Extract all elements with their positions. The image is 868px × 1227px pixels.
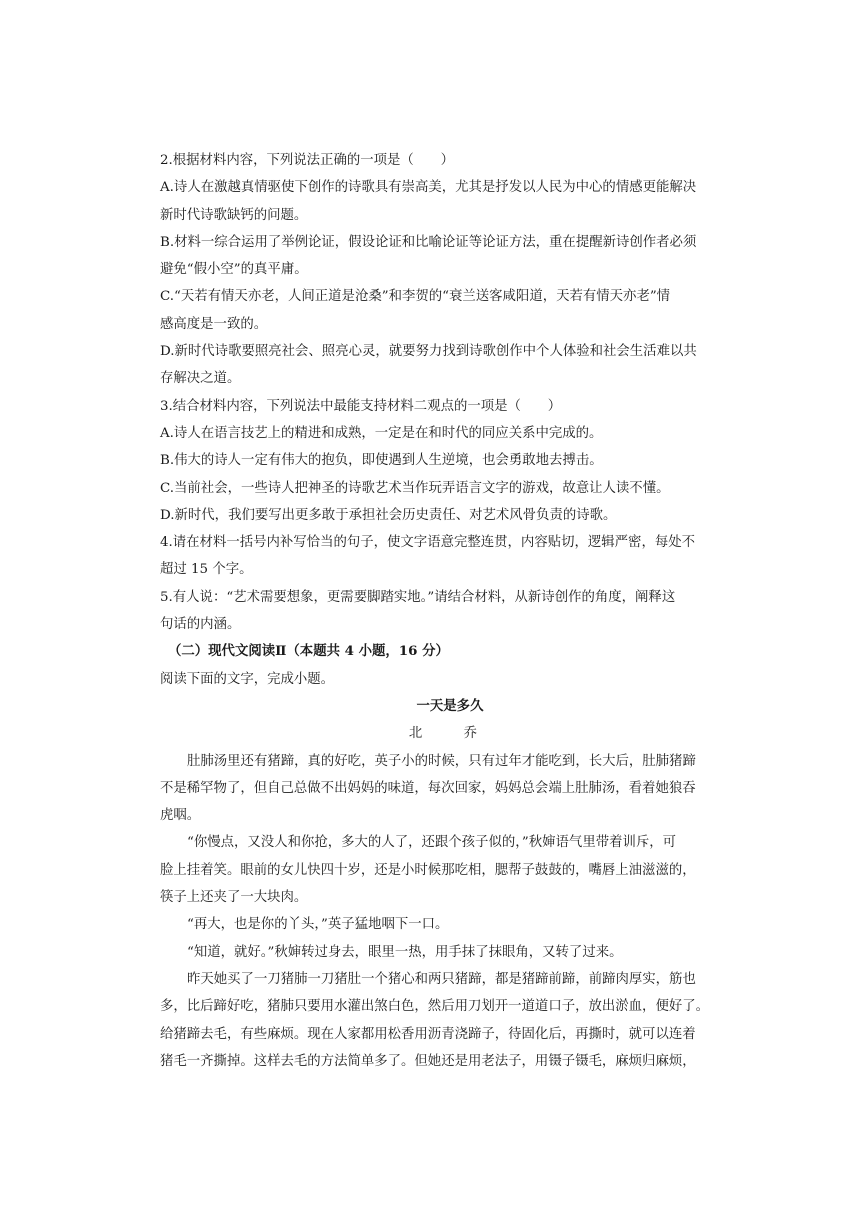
story-paragraph-1-line-1: 肚肺汤里还有猪蹄，真的好吃，英子小的时候，只有过年才能吃到，长大后，肚肺猪蹄 bbox=[187, 753, 696, 769]
story-paragraph-5-line-3: 给猪蹄去毛，有些麻烦。现在人家都用松香用沥青浇蹄子，待固化后，再撕时，就可以连着 bbox=[160, 1026, 696, 1042]
story-paragraph-1-line-3: 虎咽。 bbox=[160, 808, 201, 824]
section-heading: （二）现代文阅读Ⅱ（本题共 4 小题，16 分） bbox=[168, 643, 449, 660]
question-2-option-a: A.诗人在激越真情驱使下创作的诗歌具有崇高美，尤其是抒发以人民为中心的情感更能解决 bbox=[160, 180, 697, 196]
question-2-option-b: B.材料一综合运用了举例论证，假设论证和比喻论证等论证方法，重在提醒新诗创作者必须 bbox=[160, 234, 697, 250]
story-paragraph-2-line-3: 筷子上还夹了一大块肉。 bbox=[160, 890, 308, 906]
question-3-option-a: A.诗人在语言技艺上的精进和成熟，一定是在和时代的同应关系中完成的。 bbox=[160, 425, 603, 441]
question-2-option-c: C.“天若有情天亦老，人间正道是沧桑”和李贺的“衰兰送客咸阳道，天若有情天亦老”情 bbox=[160, 289, 671, 305]
question-2-option-d: D.新时代诗歌要照亮社会、照亮心灵，就要努力找到诗歌创作中个人体验和社会生活难以共 bbox=[160, 344, 697, 360]
question-4-stem-cont: 超过 15 个字。 bbox=[160, 562, 253, 578]
question-2-option-a-cont: 新时代诗歌缺钙的问题。 bbox=[160, 207, 308, 223]
story-paragraph-5-line-1: 昨天她买了一刀猪肺一刀猪肚一个猪心和两只猪蹄，都是猪蹄前蹄，前蹄肉厚实，筋也 bbox=[187, 971, 696, 987]
question-3-option-c: C.当前社会，一些诗人把神圣的诗歌艺术当作玩弄语言文字的游戏，故意让人读不懂。 bbox=[160, 480, 670, 496]
story-paragraph-1-line-2: 不是稀罕物了，但自己总做不出妈妈的味道，每次回家，妈妈总会端上肚肺汤，看着她狼吞 bbox=[160, 780, 696, 796]
story-paragraph-5-line-4: 猪毛一齐撕掉。这样去毛的方法简单多了。但她还是用老法子，用镊子镊毛，麻烦归麻烦， bbox=[160, 1053, 696, 1069]
question-5-stem-cont: 句话的内涵。 bbox=[160, 617, 241, 633]
story-paragraph-2-line-1: “你慢点，又没人和你抢，多大的人了，还跟个孩子似的，”秋婶语气里带着训斥，可 bbox=[187, 835, 677, 851]
question-2-option-b-cont: 避免“假小空”的真平庸。 bbox=[160, 262, 308, 278]
question-4-stem: 4.请在材料一括号内补写恰当的句子，使文字语意完整连贯，内容贴切，逻辑严密，每处不 bbox=[160, 535, 696, 551]
story-paragraph-2-line-2: 脸上挂着笑。眼前的女儿快四十岁，还是小时候那吃相，腮帮子鼓鼓的，嘴唇上油滋滋的， bbox=[160, 862, 696, 878]
question-3-stem: 3.结合材料内容，下列说法中最能支持材料二观点的一项是（ ） bbox=[160, 398, 562, 414]
story-paragraph-3: “再大，也是你的丫头，”英子猛地咽下一口。 bbox=[187, 917, 449, 933]
reading-instruction: 阅读下面的文字，完成小题。 bbox=[160, 671, 335, 687]
story-paragraph-4: “知道，就好。”秋婶转过身去，眼里一热，用手抹了抹眼角，又转了过来。 bbox=[187, 944, 623, 960]
story-paragraph-5-line-2: 多，比后蹄好吃，猪肺只要用水灌出煞白色，然后用刀划开一道道口子，放出淤血，便好了。 bbox=[160, 999, 710, 1015]
question-2-stem: 2.根据材料内容，下列说法正确的一项是（ ） bbox=[160, 153, 454, 168]
question-3-option-b: B.伟大的诗人一定有伟大的抱负，即使遇到人生逆境，也会勇敢地去搏击。 bbox=[160, 453, 603, 469]
story-author: 北 乔 bbox=[408, 726, 492, 742]
question-5-stem: 5.有人说：“艺术需要想象，更需要脚踏实地。”请结合材料，从新诗创作的角度，阐释这 bbox=[160, 589, 676, 605]
question-3-option-d: D.新时代，我们要写出更多敢于承担社会历史责任、对艺术风骨负责的诗歌。 bbox=[160, 507, 617, 523]
story-title: 一天是多久 bbox=[416, 697, 484, 714]
question-2-option-d-cont: 存解决之道。 bbox=[160, 371, 241, 387]
question-2-option-c-cont: 感高度是一致的。 bbox=[160, 316, 268, 332]
document-page bbox=[160, 147, 710, 1075]
